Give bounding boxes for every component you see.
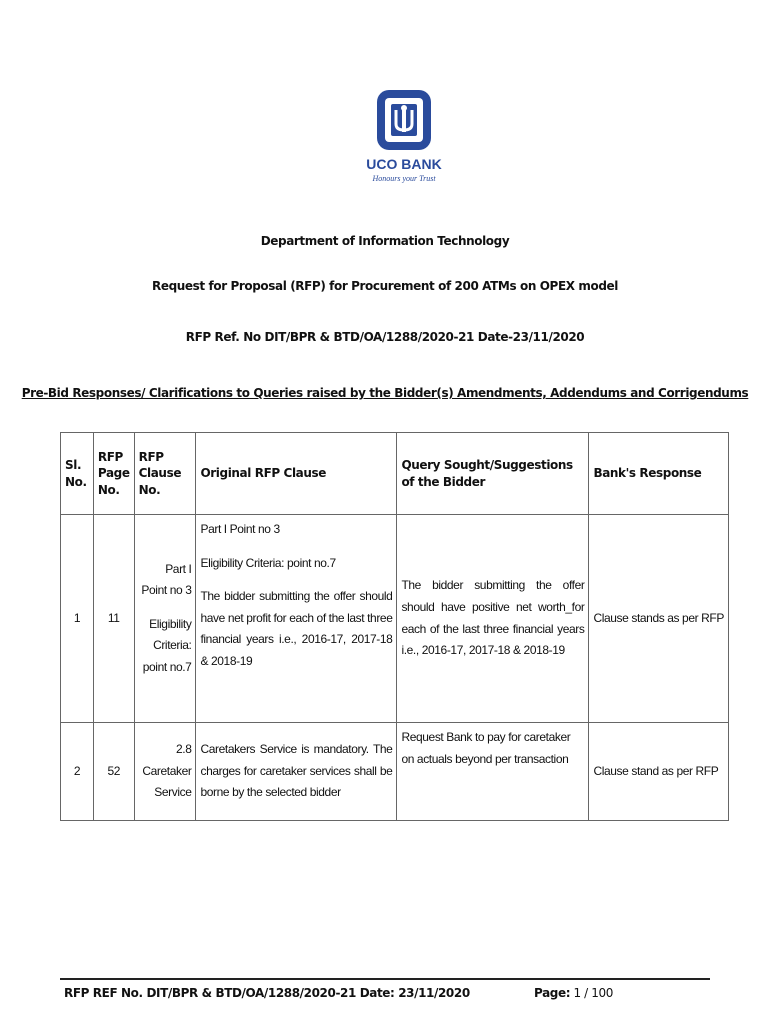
header-rfp-page: RFP Page No. (93, 433, 134, 515)
rfp-title-heading: Request for Proposal (RFP) for Procurement of 200 ATMs on OPEX model (152, 279, 618, 293)
uco-bank-logo (362, 88, 446, 183)
cell-rfp-page: 11 (93, 515, 134, 723)
uco-bank-emblem-icon (375, 88, 433, 152)
footer-page-label: Page: (534, 986, 571, 1000)
cell-rfp-page: 52 (93, 723, 134, 821)
cell-original-clause (196, 515, 397, 723)
footer-page-number (534, 986, 613, 1000)
cell-response: Clause stands as per RFP (589, 515, 729, 723)
pre-bid-responses-table (60, 432, 729, 821)
header-query: Query Sought/Suggestions of the Bidder (397, 433, 589, 515)
clause-criteria: Eligibility Criteria: point no.7 (142, 616, 192, 674)
clause-part: Part I Point no 3 (141, 561, 192, 598)
department-heading: Department of Information Technology (260, 234, 510, 248)
cell-sl-no: 1 (61, 515, 94, 723)
cell-response: Clause stand as per RFP (589, 723, 729, 821)
logo-tagline: Honours your Trust (372, 174, 436, 183)
cell-sl-no: 2 (61, 723, 94, 821)
table-row (61, 515, 729, 723)
cell-rfp-clause: 2.8 Caretaker Service (134, 723, 196, 821)
footer-reference: RFP REF No. DIT/BPR & BTD/OA/1288/2020-21 Date: 23/11/2020 (64, 986, 470, 1000)
footer-divider (60, 978, 710, 980)
footer-page-value: 1 / 100 (573, 986, 613, 1000)
table-header-row (61, 433, 729, 515)
table-row (61, 723, 729, 821)
header-sl-no: Sl. No. (61, 433, 94, 515)
logo-bank-name: UCO BANK (366, 156, 442, 172)
cell-query: Request Bank to pay for caretaker on actuals beyond per transaction (397, 723, 589, 821)
section-title-heading: Pre-Bid Responses/ Clarifications to Queries raised by the Bidder(s) Amendments, Addendums and Corrigendums (21, 386, 749, 400)
cell-rfp-clause (134, 515, 196, 723)
original-part: Part I Point no 3 (200, 522, 280, 536)
header-original-clause: Original RFP Clause (196, 433, 397, 515)
cell-original-clause: Caretakers Service is mandatory. The charges for caretaker services shall be borne by the selected bidder (196, 723, 397, 821)
original-text: The bidder submitting the offer should have net profit for each of the last three financial years i.e., 2016-17, 2017-18 & 2018-19 (200, 589, 393, 668)
cell-query: The bidder submitting the offer should have positive net worth_for each of the last three financial years i.e., 2016-17, 2017-18 & 2018-19 (397, 515, 589, 723)
original-criteria: Eligibility Criteria: point no.7 (200, 555, 336, 570)
rfp-reference-heading: RFP Ref. No DIT/BPR & BTD/OA/1288/2020-21 Date-23/11/2020 (185, 330, 585, 344)
header-rfp-clause: RFP Clause No. (134, 433, 196, 515)
header-response: Bank's Response (589, 433, 729, 515)
